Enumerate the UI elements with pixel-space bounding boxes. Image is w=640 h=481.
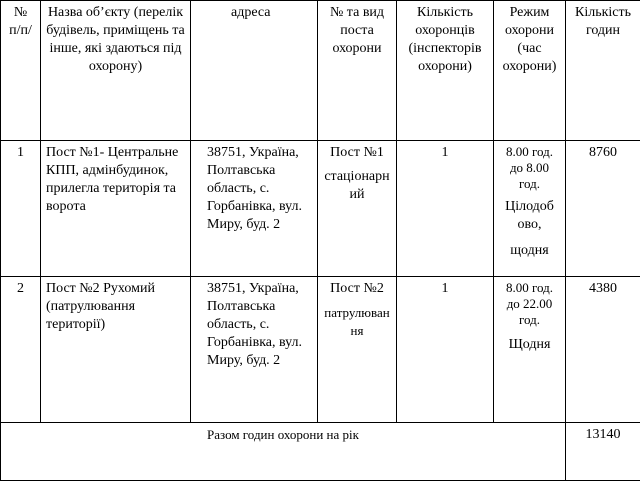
row-num: 1 [1, 141, 41, 277]
header-num: № п/п/ [1, 1, 41, 141]
row-hours: 8760 [566, 141, 640, 277]
header-hours: Кількість годин [566, 1, 640, 141]
row-num: 2 [1, 277, 41, 423]
header-guards: Кількість охоронців (інспекторів охорони) [397, 1, 494, 141]
post-number: Пост №2 [318, 280, 396, 298]
total-hours: 13140 [566, 423, 640, 481]
row-address: 38751, Україна, Полтавська область, с. Горбанівка, вул. Миру, буд. 2 [191, 141, 318, 277]
mode-period: Цілодобово, [494, 198, 565, 234]
row-object: Пост №2 Рухомий (патрулювання території) [41, 277, 191, 423]
mode-days: Щодня [494, 336, 565, 354]
post-number: Пост №1 [318, 144, 396, 162]
total-row [1, 423, 640, 481]
post-type: стаціонарний [318, 168, 396, 204]
row-guards: 1 [397, 277, 494, 423]
row-hours: 4380 [566, 277, 640, 423]
mode-time: 8.00 год. до 22.00 год. [494, 280, 565, 328]
row-object: Пост №1- Центральне КПП, адмінбудинок, прилегла територія та ворота [41, 141, 191, 277]
header-mode: Режим охорони (час охорони) [494, 1, 566, 141]
row-guards: 1 [397, 141, 494, 277]
post-type: патрулювання [318, 304, 396, 340]
header-address: адреса [191, 1, 318, 141]
row-post [318, 141, 397, 277]
table-row [1, 277, 640, 423]
row-mode [494, 277, 566, 423]
row-post [318, 277, 397, 423]
row-mode [494, 141, 566, 277]
table-row [1, 141, 640, 277]
header-row [1, 1, 640, 141]
row-address: 38751, Україна, Полтавська область, с. Горбанівка, вул. Миру, буд. 2 [191, 277, 318, 423]
mode-days: щодня [494, 242, 565, 260]
header-post: № та вид поста охорони [318, 1, 397, 141]
mode-time: 8.00 год. до 8.00 год. [494, 144, 565, 192]
header-object: Назва об’єкту (перелік будівель, приміщень та інше, які здаються під охорону) [41, 1, 191, 141]
total-label: Разом годин охорони на рік [1, 423, 566, 481]
